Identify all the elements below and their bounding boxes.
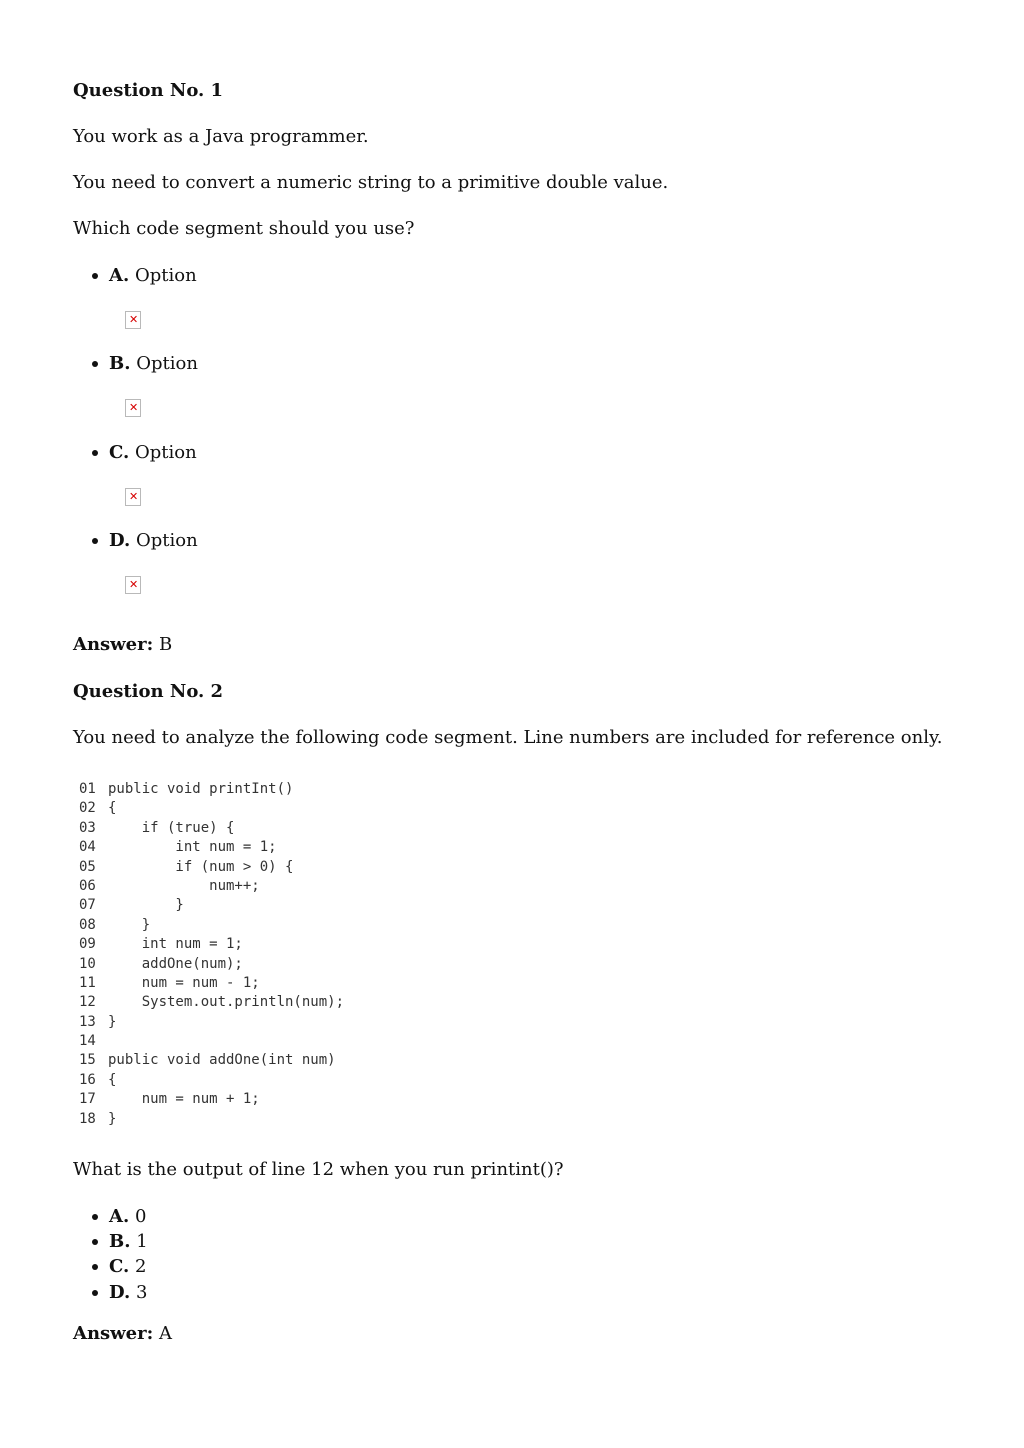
code-line (79, 838, 399, 857)
question-2-option-c (109, 1256, 146, 1278)
question-1-prompt: Which code segment should you use? (73, 218, 415, 239)
option-text: Option (136, 353, 198, 374)
code-text: addOne(num); (108, 955, 243, 972)
broken-image-icon: ✕ (125, 311, 141, 329)
question-2-option-a (109, 1206, 146, 1228)
line-number: 18 (79, 1110, 96, 1127)
code-line (79, 993, 399, 1012)
answer-label: Answer: (73, 1323, 154, 1344)
option-letter: C. (109, 1256, 130, 1277)
question-1-option-b (109, 353, 198, 375)
option-letter: A. (109, 1206, 130, 1227)
code-line (79, 1013, 399, 1032)
line-number: 03 (79, 819, 96, 836)
option-text: Option (134, 265, 197, 286)
code-text: int num = 1; (108, 936, 243, 953)
code-text: } (108, 897, 184, 914)
option-text: 0 (134, 1206, 147, 1227)
code-text: int num = 1; (108, 839, 277, 856)
answer-value: A (159, 1323, 172, 1344)
line-number: 11 (79, 974, 96, 991)
code-text: if (true) { (108, 819, 235, 836)
code-line (79, 1051, 399, 1070)
question-2-title: Question No. 2 (73, 681, 224, 702)
code-text: { (108, 800, 117, 817)
code-line (79, 1090, 399, 1109)
question-2-option-d (109, 1282, 147, 1304)
code-text: } (108, 1013, 117, 1030)
code-line (79, 819, 399, 838)
broken-image-icon: ✕ (125, 399, 141, 417)
code-line (79, 896, 399, 915)
question-2-answer (73, 1323, 172, 1345)
line-number: 06 (79, 877, 96, 894)
question-1-option-d (109, 530, 198, 552)
line-number: 14 (79, 1033, 96, 1050)
code-line (79, 877, 399, 896)
line-number: 04 (79, 839, 96, 856)
code-line (79, 780, 399, 799)
line-number: 07 (79, 897, 96, 914)
question-1-title: Question No. 1 (73, 80, 224, 101)
code-text: num = num - 1; (108, 974, 260, 991)
line-number: 13 (79, 1013, 96, 1030)
answer-value: B (159, 634, 173, 655)
line-number: 08 (79, 916, 96, 933)
broken-image-icon: ✕ (125, 576, 141, 594)
code-text: } (108, 1110, 117, 1127)
line-number: 17 (79, 1091, 96, 1108)
answer-label: Answer: (73, 634, 154, 655)
option-letter: B. (109, 353, 131, 374)
code-line (79, 1071, 399, 1090)
question-1-text-1: You work as a Java programmer. (73, 126, 369, 147)
option-letter: B. (109, 1231, 131, 1252)
code-text: } (108, 916, 151, 933)
code-line (79, 916, 399, 935)
line-number: 16 (79, 1071, 96, 1088)
question-1-option-a (109, 265, 197, 287)
code-text: public void printInt() (108, 781, 294, 797)
option-letter: C. (109, 442, 130, 463)
question-1-option-c (109, 442, 197, 464)
code-segment (79, 780, 399, 1140)
option-text: 3 (135, 1282, 148, 1303)
code-text: if (num > 0) { (108, 858, 294, 875)
code-text: { (108, 1071, 117, 1088)
code-text: num = num + 1; (108, 1091, 260, 1108)
code-text: public void addOne(int num) (108, 1052, 336, 1069)
option-text: Option (135, 530, 198, 551)
code-line (79, 1032, 399, 1051)
code-line (79, 858, 399, 877)
option-text: Option (135, 442, 197, 463)
option-letter: D. (109, 1282, 131, 1303)
question-2-text: You need to analyze the following code segment. Line numbers are included for reference only. (73, 727, 943, 748)
question-1-answer (73, 634, 172, 656)
question-2-option-b (109, 1231, 148, 1253)
option-letter: D. (109, 530, 131, 551)
option-text: 2 (135, 1256, 147, 1277)
code-text: System.out.println(num); (108, 994, 345, 1011)
question-1-text-2: You need to convert a numeric string to a primitive double value. (73, 172, 669, 193)
line-number: 10 (79, 955, 96, 972)
code-line (79, 955, 399, 974)
option-text: 1 (136, 1231, 148, 1252)
code-text: num++; (108, 877, 260, 894)
line-number: 01 (79, 781, 96, 797)
line-number: 12 (79, 994, 96, 1011)
question-2-prompt: What is the output of line 12 when you run printint()? (73, 1159, 564, 1180)
code-line (79, 974, 399, 993)
broken-image-icon: ✕ (125, 488, 141, 506)
line-number: 09 (79, 936, 96, 953)
code-line (79, 1110, 399, 1129)
line-number: 15 (79, 1052, 96, 1069)
code-line (79, 799, 399, 818)
option-letter: A. (109, 265, 130, 286)
line-number: 05 (79, 858, 96, 875)
line-number: 02 (79, 800, 96, 817)
code-line (79, 935, 399, 954)
